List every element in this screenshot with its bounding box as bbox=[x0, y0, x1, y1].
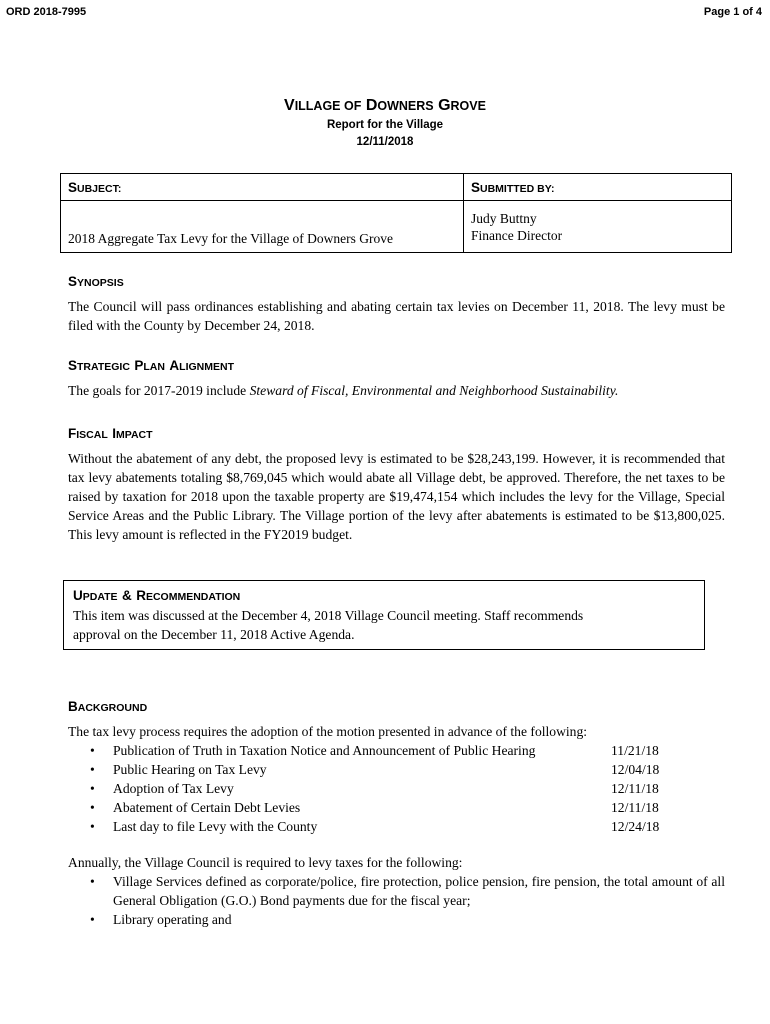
subject-value: 2018 Aggregate Tax Levy for the Village of Downers Grove bbox=[61, 201, 464, 253]
subject-label: SUBJECT: bbox=[61, 174, 464, 201]
list-item: • Last day to file Levy with the County 12/24/18 bbox=[90, 819, 660, 834]
report-date: 12/11/2018 bbox=[356, 136, 414, 148]
bullet-icon: • bbox=[90, 819, 95, 834]
document-id: ORD 2018-7995 bbox=[6, 6, 87, 18]
schedule-date: 12/24/18 bbox=[611, 819, 660, 834]
recommendation-line-1: This item was discussed at the December 4, 2018 Village Council meeting. Staff recommends bbox=[73, 608, 584, 623]
fiscal-impact-heading: FISCAL IMPACT bbox=[68, 426, 153, 441]
recommendation-heading: UPDATE & RECOMMENDATION bbox=[73, 588, 241, 603]
list-item: • Publication of Truth in Taxation Notice and Announcement of Public Hearing 11/21/18 bbox=[90, 743, 659, 758]
background-intro: The tax levy process requires the adoption of the motion presented in advance of the following: bbox=[68, 724, 588, 739]
annual-levy-list bbox=[68, 872, 725, 929]
synopsis-heading: SYNOPSIS bbox=[68, 274, 124, 289]
bullet-icon: • bbox=[90, 800, 95, 815]
recommendation-line-2: approval on the December 11, 2018 Active Agenda. bbox=[73, 627, 355, 642]
schedule-date: 12/04/18 bbox=[611, 762, 660, 777]
submitter-title: Finance Director bbox=[471, 227, 563, 243]
submitted-by-value bbox=[464, 201, 732, 253]
document-title: VILLAGE OF DOWNERS GROVE bbox=[284, 97, 486, 114]
list-item: • Adoption of Tax Levy 12/11/18 bbox=[90, 781, 659, 796]
list-item: • Abatement of Certain Debt Levies 12/11/18 bbox=[90, 800, 659, 815]
subject-table bbox=[60, 173, 732, 253]
submitter-name: Judy Buttny bbox=[471, 210, 537, 226]
bullet-icon: • bbox=[90, 912, 95, 927]
fiscal-impact-text: Without the abatement of any debt, the proposed levy is estimated to be $28,243,199. However, it is recommended that tax levy abatements totaling $8,769,045 which would abate all Village debt, be approved. Therefore, the net taxes to be raised by taxation for 2018 upon the taxable property are $19,474,154 which includes the levy for the Village, Special Service Areas and the Public Library. The Village portion of the levy after abatements is estimated to be $13,800,025. This levy amount is reflected in the FY2019 budget. bbox=[68, 451, 725, 542]
list-item: • Village Services defined as corporate/police, fire protection, police pension, fire pension, the total amount of all General Obligation (G.O.) Bond payments due for the fiscal year; bbox=[90, 874, 725, 908]
background-heading: BACKGROUND bbox=[68, 699, 148, 714]
levy-schedule-list bbox=[68, 741, 725, 836]
list-item: • Library operating and bbox=[90, 912, 232, 927]
strategic-plan-heading: STRATEGIC PLAN ALIGNMENT bbox=[68, 358, 234, 373]
schedule-date: 12/11/18 bbox=[611, 800, 659, 815]
schedule-date: 11/21/18 bbox=[611, 743, 659, 758]
report-subtitle: Report for the Village bbox=[326, 119, 444, 131]
bullet-icon: • bbox=[90, 762, 95, 777]
bullet-icon: • bbox=[90, 743, 95, 758]
synopsis-text: The Council will pass ordinances establishing and abating certain tax levies on December 11, 2018. The levy must be filed with the County by December 24, 2018. bbox=[68, 299, 725, 333]
bullet-icon: • bbox=[90, 874, 95, 889]
annual-levy-intro: Annually, the Village Council is required to levy taxes for the following: bbox=[68, 855, 463, 870]
submitted-by-label: SUBMITTED BY: bbox=[464, 174, 732, 201]
schedule-date: 12/11/18 bbox=[611, 781, 659, 796]
bullet-icon: • bbox=[90, 781, 95, 796]
strategic-plan-text: The goals for 2017-2019 include Steward of Fiscal, Environmental and Neighborhood Sustainability. bbox=[68, 383, 619, 398]
recommendation-box bbox=[63, 580, 705, 650]
list-item: • Public Hearing on Tax Levy 12/04/18 bbox=[90, 762, 660, 777]
page-number: Page 1 of 4 bbox=[703, 6, 762, 18]
strategic-goal: Steward of Fiscal, Environmental and Neighborhood Sustainability. bbox=[249, 383, 619, 398]
